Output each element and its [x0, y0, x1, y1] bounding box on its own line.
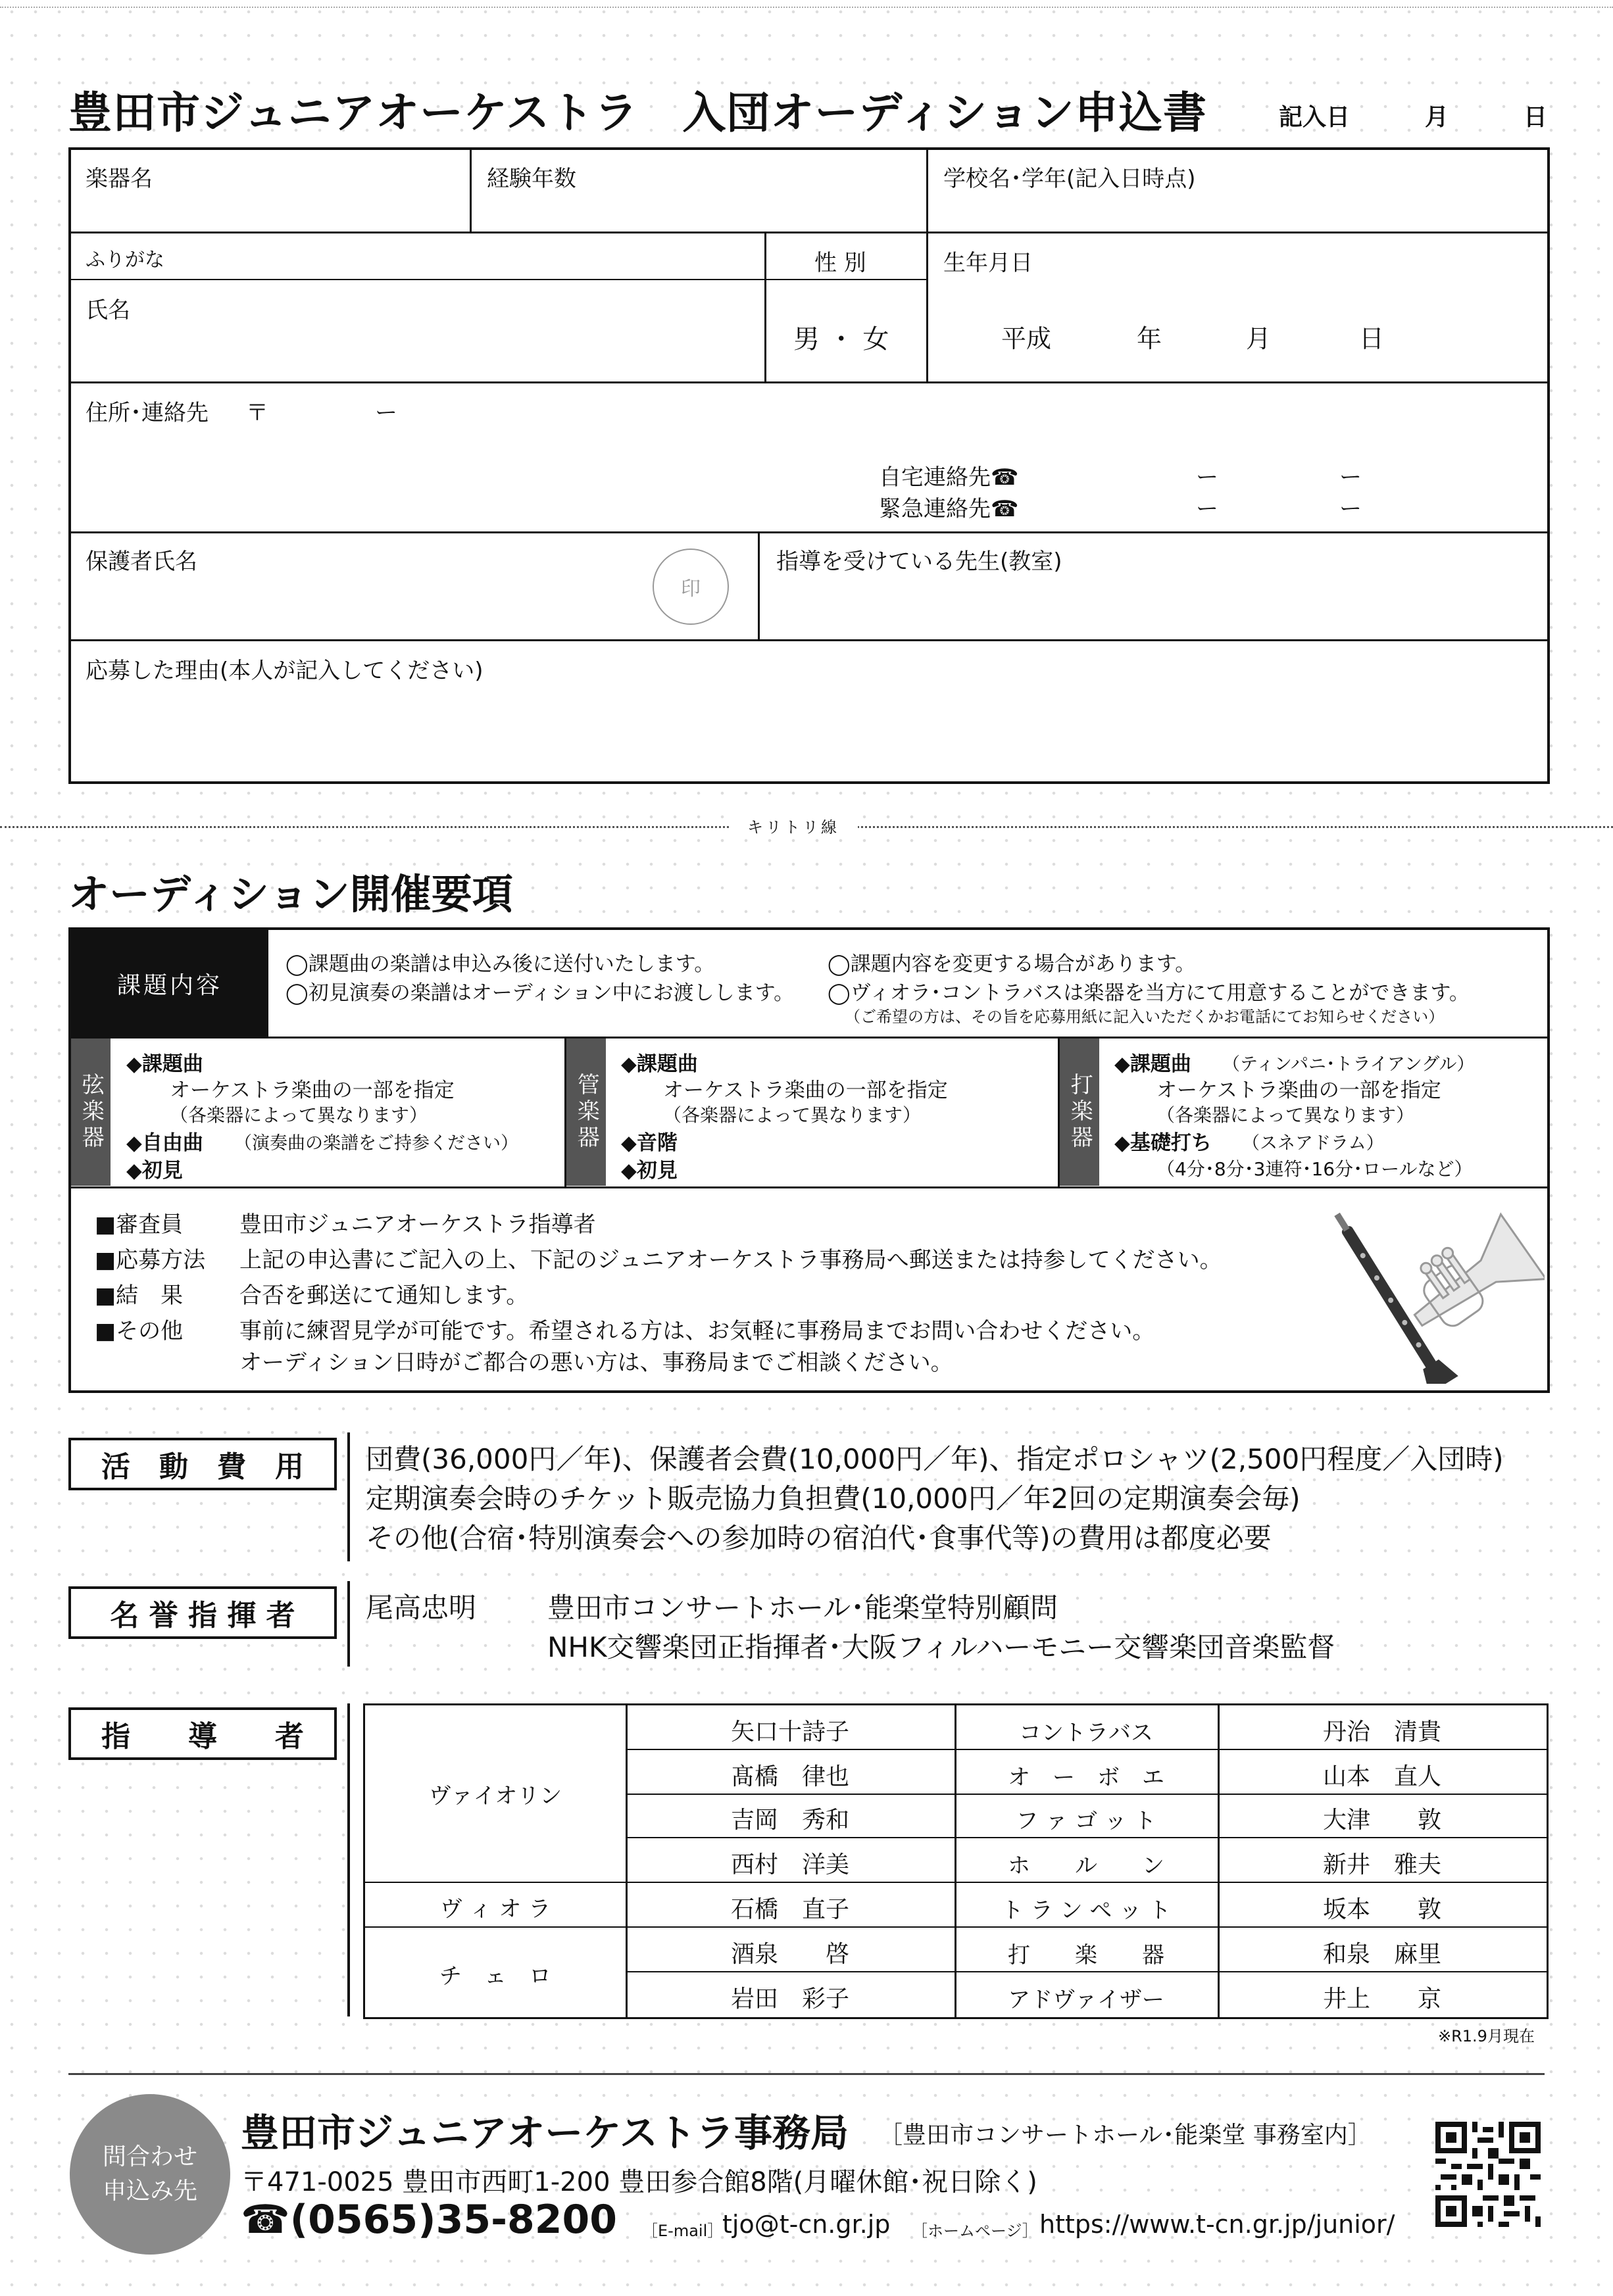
- instructor-name: 西村 洋美: [730, 1851, 849, 1878]
- divider: [71, 381, 1547, 383]
- contact-phone[interactable]: ☎(0565)35-8200: [241, 2197, 617, 2243]
- contact-circle: [70, 2094, 230, 2255]
- name-label: 氏名: [86, 297, 130, 324]
- instructor-name: 坂本 敦: [1322, 1896, 1441, 1923]
- instructors-table: [363, 1703, 1549, 2019]
- instructors-label: [68, 1707, 337, 1760]
- divider: [71, 639, 1547, 641]
- wind-label: [566, 1038, 606, 1186]
- phone-dash: ー: [1196, 496, 1218, 522]
- fees-line-1: 団費(36,000円／年)、保護者会費(10,000円／年)、指定ポロシャツ(2,500円程度／入団時): [366, 1443, 1504, 1475]
- group-cello: チ ェ ロ: [439, 1963, 551, 1990]
- honorary-label-text: 名 誉 指 揮 者: [110, 1599, 295, 1632]
- footer-divider: [68, 2073, 1545, 2075]
- honorary-label: [68, 1586, 337, 1639]
- info-apply-value: 上記の申込書にご記入の上、下記のジュニアオーケストラ事務局へ郵送または持参してください。: [239, 1247, 1222, 1273]
- info-other-key: ■その他: [95, 1318, 184, 1344]
- instructor-name: 石橋 直子: [730, 1896, 849, 1923]
- application-form: [68, 147, 1550, 784]
- divider: [347, 1581, 350, 1667]
- divider: [71, 531, 1547, 533]
- string-free: ◆自由曲: [126, 1131, 203, 1155]
- wind-note: （各楽器によって異なります）: [663, 1104, 922, 1126]
- emergency-phone-label: 緊急連絡先☎: [879, 496, 1019, 522]
- guardian-label: 保護者氏名: [86, 549, 197, 575]
- as-of-note: ※R1.9月現在: [1438, 2027, 1535, 2045]
- gender-label: 性 別: [814, 250, 866, 276]
- contact-org-sub: ［豊田市コンサートホール･能楽堂 事務室内］: [879, 2122, 1372, 2149]
- instructor-name: 酒泉 啓: [730, 1941, 849, 1968]
- instrument-name: コントラバス: [1019, 1720, 1153, 1746]
- instrument-name: フ ァ ゴ ッ ト: [1016, 1808, 1156, 1834]
- divider: [347, 1432, 350, 1561]
- birth-era: 平成: [1001, 324, 1052, 353]
- reason-label: 応募した理由(本人が記入してください): [86, 658, 484, 684]
- contact-email[interactable]: tjo@t-cn.gr.jp: [722, 2210, 891, 2239]
- divider: [626, 1971, 1547, 1972]
- form-title: 豊田市ジュニアオーケストラ 入団オーディション申込書: [68, 87, 1207, 138]
- divider: [626, 1749, 1547, 1750]
- contact-address: 〒471-0025 豊田市西町1-200 豊田参合館8階(月曜休館･祝日除く): [241, 2167, 1037, 2197]
- info-result-key: ■結 果: [95, 1282, 184, 1309]
- divider: [347, 1703, 350, 2016]
- wind-scale: ◆音階: [621, 1131, 678, 1155]
- phone-dash: ー: [1339, 496, 1362, 522]
- fees-label: [68, 1438, 337, 1490]
- date-day: 日: [1524, 104, 1548, 131]
- furigana-label: ふりがな: [86, 249, 164, 272]
- contact-circle-line-2: 申込み先: [102, 2178, 197, 2205]
- fees-line-2: 定期演奏会時のチケット販売協力負担費(10,000円／年2回の定期演奏会毎): [366, 1482, 1301, 1515]
- divider: [71, 232, 1547, 233]
- perc-topic: ◆課題曲: [1114, 1052, 1191, 1076]
- instructor-name: 井上 京: [1322, 1986, 1441, 2013]
- divider: [71, 279, 764, 280]
- instructor-name: 大津 敦: [1322, 1807, 1441, 1834]
- contact-org: 豊田市ジュニアオーケストラ事務局: [241, 2111, 849, 2155]
- divider: [470, 150, 472, 232]
- honorary-name: 尾高忠明: [366, 1592, 477, 1624]
- instrument-label: 楽器名: [86, 166, 153, 192]
- school-label: 学校名･学年(記入日時点): [943, 166, 1196, 192]
- trumpet-icon: [1400, 1190, 1545, 1375]
- divider: [71, 1186, 1547, 1188]
- info-apply-key: ■応募方法: [95, 1247, 206, 1273]
- perc-rhythms: （4分･8分･3連符･16分･ロールなど）: [1156, 1158, 1473, 1180]
- birthday-label: 生年月日: [943, 250, 1033, 276]
- contact-circle-line-1: 問合わせ: [102, 2143, 197, 2170]
- group-viola: ヴ ィ オ ラ: [439, 1896, 551, 1922]
- divider: [365, 1882, 1547, 1883]
- instructor-name: 新井 雅夫: [1322, 1851, 1441, 1878]
- string-topic: ◆課題曲: [126, 1052, 203, 1076]
- divider: [764, 232, 766, 381]
- divider: [926, 232, 928, 381]
- divider: [365, 1926, 1547, 1928]
- instrument-name: ホ ル ン: [1008, 1853, 1164, 1879]
- instrument-name: ト ラ ン ペ ッ ト: [1001, 1897, 1172, 1924]
- perc-label-text: 打楽器: [1066, 1073, 1093, 1152]
- perc-basic-note: （スネアドラム）: [1242, 1133, 1384, 1154]
- instructor-name: 岩田 彩子: [730, 1986, 849, 2013]
- date-month: 月: [1425, 104, 1449, 131]
- web-label: ［ホームページ］: [912, 2222, 1038, 2240]
- birth-year: 年: [1137, 324, 1162, 353]
- info-judges-value: 豊田市ジュニアオーケストラ指導者: [239, 1211, 596, 1238]
- home-phone-label: 自宅連絡先☎: [879, 464, 1019, 491]
- string-free-note: （演奏曲の楽譜をご持参ください）: [234, 1133, 518, 1154]
- note-5: （ご希望の方は、その旨を応募用紙に記入いただくかお電話にてお知らせください）: [845, 1008, 1445, 1026]
- top-border: [0, 7, 1613, 8]
- contact-web[interactable]: https://www.t-cn.gr.jp/junior/: [1039, 2210, 1395, 2239]
- email-label: ［E-mail］: [642, 2222, 724, 2240]
- topic-label: 課題内容: [71, 930, 268, 1037]
- honorary-title-1: 豊田市コンサートホール･能楽堂特別顧問: [547, 1592, 1058, 1624]
- postal-dash: ー: [375, 400, 397, 426]
- string-note: （各楽器によって異なります）: [170, 1104, 428, 1126]
- string-label-text: 弦楽器: [78, 1073, 105, 1152]
- divider: [626, 1794, 1547, 1795]
- wind-desc: オーケストラ楽曲の一部を指定: [663, 1079, 948, 1102]
- phone-dash: ー: [1339, 464, 1362, 491]
- postal-mark: 〒: [246, 400, 268, 426]
- info-other-value: 事前に練習見学が可能です。希望される方は、お気軽に事務局までお問い合わせください。: [239, 1318, 1155, 1344]
- info-other-value-2: オーディション日時がご都合の悪い方は、事務局までご相談ください。: [239, 1350, 953, 1376]
- date-label: 記入日: [1279, 104, 1351, 131]
- fees-label-text: 活 動 費 用: [101, 1450, 304, 1484]
- instrument-name: オ ー ボ エ: [1008, 1765, 1164, 1791]
- string-sight: ◆初見: [126, 1159, 183, 1183]
- divider: [764, 279, 926, 280]
- perc-basic: ◆基礎打ち: [1114, 1131, 1212, 1155]
- perc-topic-note: （ティンパニ･トライアングル）: [1222, 1054, 1475, 1075]
- divider: [926, 150, 928, 232]
- instructors-label-text: 指 導 者: [101, 1720, 304, 1753]
- instructor-name: 和泉 麻里: [1322, 1941, 1441, 1968]
- teacher-label: 指導を受けている先生(教室): [776, 549, 1062, 575]
- note-1: ◯課題曲の楽譜は申込み後に送付いたします。: [285, 952, 715, 976]
- divider: [626, 1837, 1547, 1838]
- note-3: ◯課題内容を変更する場合があります。: [828, 952, 1196, 976]
- wind-label-text: 管楽器: [573, 1073, 600, 1152]
- audition-box: [68, 927, 1550, 1393]
- info-result-value: 合否を郵送にて通知します。: [239, 1282, 529, 1309]
- instructor-name: 丹治 清貴: [1322, 1719, 1441, 1746]
- wind-topic: ◆課題曲: [621, 1052, 698, 1076]
- note-4: ◯ヴィオラ･コントラバスは楽器を当方にて用意することができます。: [828, 981, 1470, 1005]
- string-label: [71, 1038, 111, 1186]
- instructor-name: 髙橋 律也: [730, 1763, 849, 1790]
- instrument-name: アドヴァイザー: [1008, 1987, 1164, 2013]
- string-desc: オーケストラ楽曲の一部を指定: [170, 1079, 455, 1102]
- cut-line-label: キリトリ線: [729, 814, 858, 837]
- experience-label: 経験年数: [487, 166, 576, 192]
- birth-month: 月: [1246, 324, 1272, 353]
- divider: [71, 1037, 1547, 1038]
- group-violin: ヴァイオリン: [428, 1783, 562, 1809]
- honorary-title-2: NHK交響楽団正指揮者･大阪フィルハーモニー交響楽団音楽監督: [547, 1631, 1335, 1663]
- fees-line-3: その他(合宿･特別演奏会への参加時の宿泊代･食事代等)の費用は都度必要: [366, 1522, 1272, 1554]
- instructor-name: 吉岡 秀和: [730, 1807, 849, 1834]
- info-judges-key: ■審査員: [95, 1211, 184, 1238]
- perc-note: （各楽器によって異なります）: [1156, 1104, 1415, 1126]
- instructor-name: 山本 直人: [1322, 1763, 1441, 1790]
- audition-title: オーディション開催要項: [68, 870, 513, 918]
- perc-desc: オーケストラ楽曲の一部を指定: [1156, 1079, 1441, 1102]
- perc-label: [1060, 1038, 1099, 1186]
- phone-dash: ー: [1196, 464, 1218, 491]
- instructor-name: 矢口十詩子: [730, 1719, 849, 1746]
- divider: [758, 531, 760, 639]
- instrument-name: 打 楽 器: [1008, 1942, 1164, 1968]
- qr-code-icon[interactable]: [1435, 2122, 1541, 2227]
- note-2: ◯初見演奏の楽譜はオーディション中にお渡しします。: [285, 981, 795, 1005]
- birth-day: 日: [1359, 324, 1385, 353]
- seal-mark: 印: [653, 549, 729, 625]
- address-label: 住所･連絡先: [86, 400, 209, 426]
- wind-sight: ◆初見: [621, 1159, 678, 1183]
- gender-options: 男 ・ 女: [793, 324, 889, 354]
